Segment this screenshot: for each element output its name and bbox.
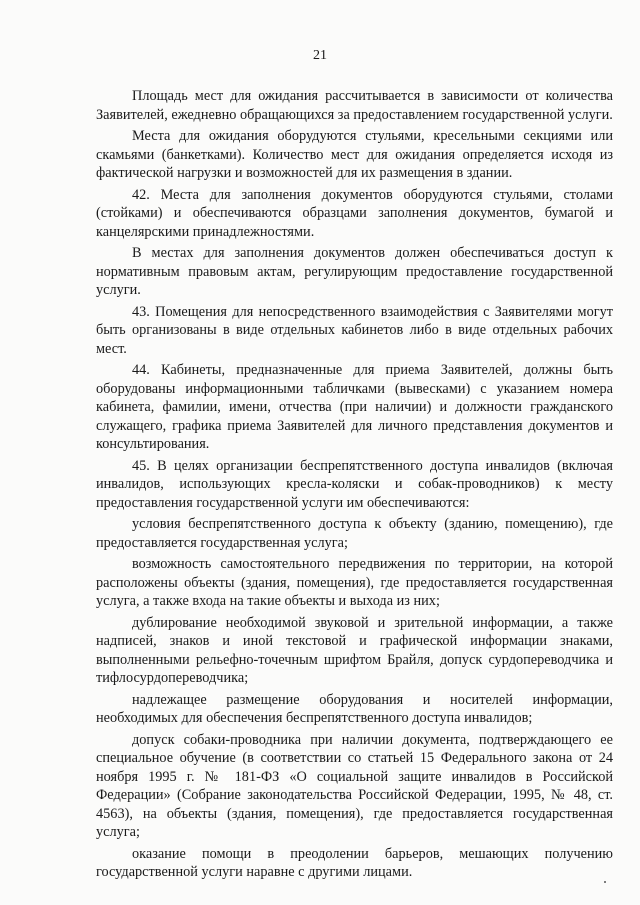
paragraph-information-duplication: дублирование необходимой звуковой и зрительной информации, а также надписей, знаков и иной текстовой и графической информации знаками, выполненными рельефно-точечным шрифтом Брайля, допуск сурдопереводчика и тифлосурдопереводчика; (96, 614, 613, 686)
paragraph-waiting-seats: Места для ожидания оборудуются стульями, кресельными секциями или скамьями (банкетками). Количество мест для ожидания определяется исходя из фактической нагрузки и возможностей для их размещения в здании. (96, 128, 613, 181)
paragraph-waiting-area-size: Площадь мест для ожидания рассчитывается в зависимости от количества Заявителей, ежедневно обращающихся за предоставлением государственной услуги. (96, 88, 613, 123)
paragraph-item-45: 45. В целях организации беспрепятственного доступа инвалидов (включая инвалидов, использующих кресла-коляски и собак-проводников) к месту предоставления государственной услуги им обеспечиваются: (96, 457, 613, 511)
scan-speck (604, 881, 606, 883)
paragraph-guide-dog-admission: допуск собаки-проводника при наличии документа, подтверждающего ее специальное обучение (в соответствии со статьей 15 Федерального закона от 24 ноября 1995 г. № 181-ФЗ «О социальной защите инвалидов в Российской Федерации» (Собрание законодательства Российской Федерации, 1995, № 48, ст. 4563), на объекты (здания, помещения), где предоставляется государственная услуга; (96, 731, 613, 840)
page-number: 21 (313, 48, 327, 63)
paragraph-item-44: 44. Кабинеты, предназначенные для приема Заявителей, должны быть оборудованы информационными табличками (вывесками) с указанием номера кабинета, фамилии, имени, отчества (при наличии) и должности гражданского служащего, графика приема Заявителей для личного представления документов и консультирования. (96, 362, 613, 452)
paragraph-independent-movement: возможность самостоятельного передвижения по территории, на которой расположены объекты (здания, помещения), где предоставляется государственная услуга, а также входа на такие объекты и выхода из них; (96, 556, 613, 609)
paragraph-item-43: 43. Помещения для непосредственного взаимодействия с Заявителями могут быть организованы в виде отдельных кабинетов либо в виде отдельных рабочих мест. (96, 303, 613, 357)
paragraph-item-42: 42. Места для заполнения документов оборудуются стульями, столами (стойками) и обеспечиваются образцами заполнения документов, бумагой и канцелярскими принадлежностями. (96, 186, 613, 240)
document-body (96, 87, 613, 882)
paragraph-equipment-placement: надлежащее размещение оборудования и носителей информации, необходимых для обеспечения беспрепятственного доступа инвалидов; (96, 691, 613, 726)
paragraph-barrier-assistance: оказание помощи в преодолении барьеров, мешающих получению государственной услуги наравне с другими лицами. (96, 845, 613, 880)
paragraph-document-filling-access: В местах для заполнения документов должен обеспечиваться доступ к нормативным правовым актам, регулирующим предоставление государственной услуги. (96, 245, 613, 298)
paragraph-access-conditions: условия беспрепятственного доступа к объекту (зданию, помещению), где предоставляется государственная услуга; (96, 516, 613, 551)
